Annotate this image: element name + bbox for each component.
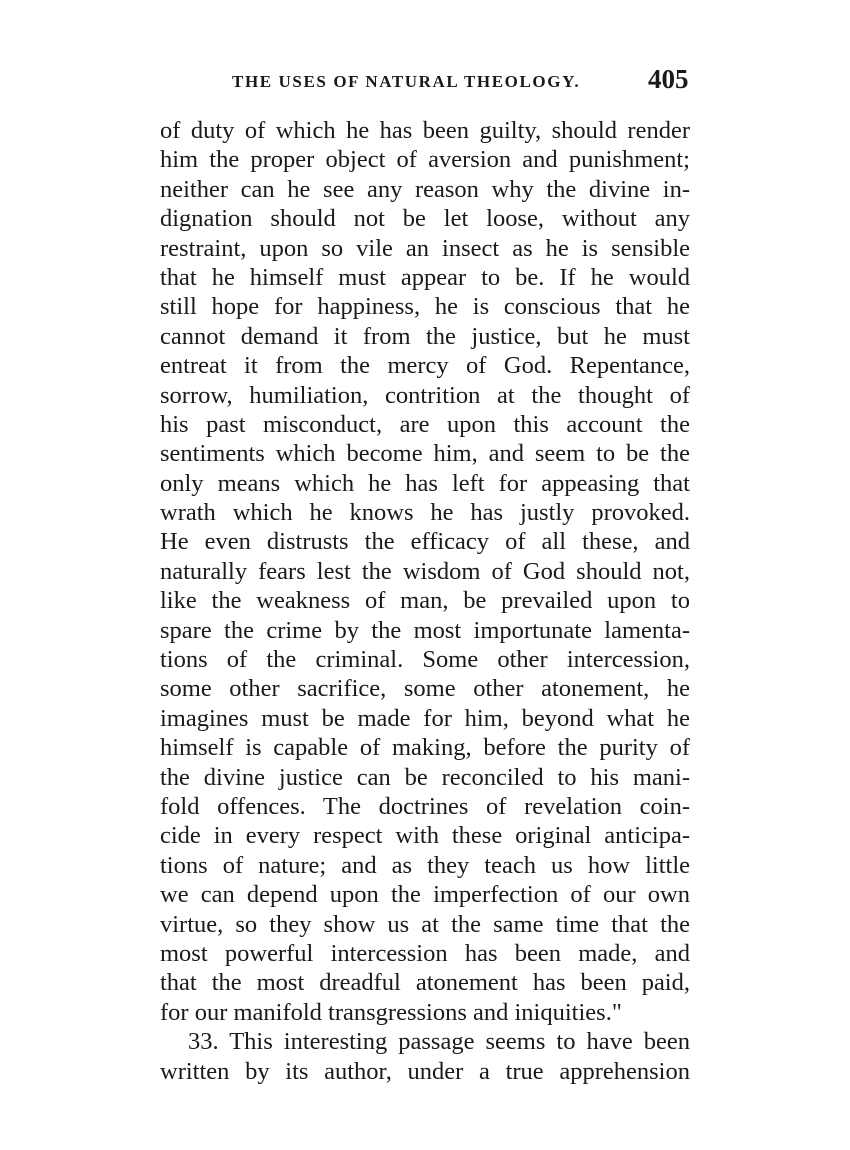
text-line: that he himself must appear to be. If he would (160, 263, 690, 291)
text-line: neither can he see any reason why the divine in- (160, 175, 690, 203)
text-line: most powerful intercession has been made, and (160, 939, 690, 967)
body-text (160, 116, 690, 1086)
text-line: written by its author, under a true apprehension (160, 1057, 690, 1085)
text-line: sentiments which become him, and seem to be the (160, 440, 690, 468)
text-line: wrath which he knows he has justly provoked. (160, 499, 690, 527)
text-line: fold offences. The doctrines of revelation coin- (160, 792, 690, 820)
paragraph-start-line: 33. This interesting passage seems to have been (188, 1028, 690, 1056)
text-line: naturally fears lest the wisdom of God should not, (160, 557, 690, 585)
text-line: the divine justice can be reconciled to his mani- (160, 763, 690, 791)
running-head: THE USES OF NATURAL THEOLOGY. (232, 72, 581, 91)
text-line: dignation should not be let loose, without any (160, 205, 690, 233)
text-line: tions of the criminal. Some other intercession, (160, 646, 690, 674)
text-line: only means which he has left for appeasing that (160, 469, 690, 497)
text-line: entreat it from the mercy of God. Repentance, (160, 352, 690, 380)
text-line: like the weakness of man, be prevailed upon to (160, 587, 690, 615)
text-line: tions of nature; and as they teach us how little (160, 851, 690, 879)
text-line: He even distrusts the efficacy of all these, and (160, 528, 690, 556)
text-line: for our manifold transgressions and iniquities." (160, 998, 622, 1026)
text-line: we can depend upon the imperfection of our own (160, 881, 690, 909)
text-line: himself is capable of making, before the purity of (160, 734, 690, 762)
text-line: that the most dreadful atonement has been paid, (160, 969, 690, 997)
page-number: 405 (648, 64, 689, 94)
text-line: virtue, so they show us at the same time that the (160, 910, 690, 938)
text-line: cide in every respect with these original anticipa- (160, 822, 690, 850)
text-line: him the proper object of aversion and punishment; (160, 146, 690, 174)
text-line: sorrow, humiliation, contrition at the thought of (160, 381, 690, 409)
text-line: restraint, upon so vile an insect as he is sensible (160, 234, 690, 262)
text-line: of duty of which he has been guilty, should render (160, 117, 690, 144)
text-line: some other sacrifice, some other atonement, he (160, 675, 690, 703)
text-line: spare the crime by the most importunate lamenta- (160, 616, 690, 644)
text-line: his past misconduct, are upon this account the (160, 410, 690, 438)
text-line: still hope for happiness, he is conscious that he (160, 293, 690, 321)
text-line: cannot demand it from the justice, but he must (160, 322, 690, 350)
text-line: imagines must be made for him, beyond what he (160, 704, 690, 732)
